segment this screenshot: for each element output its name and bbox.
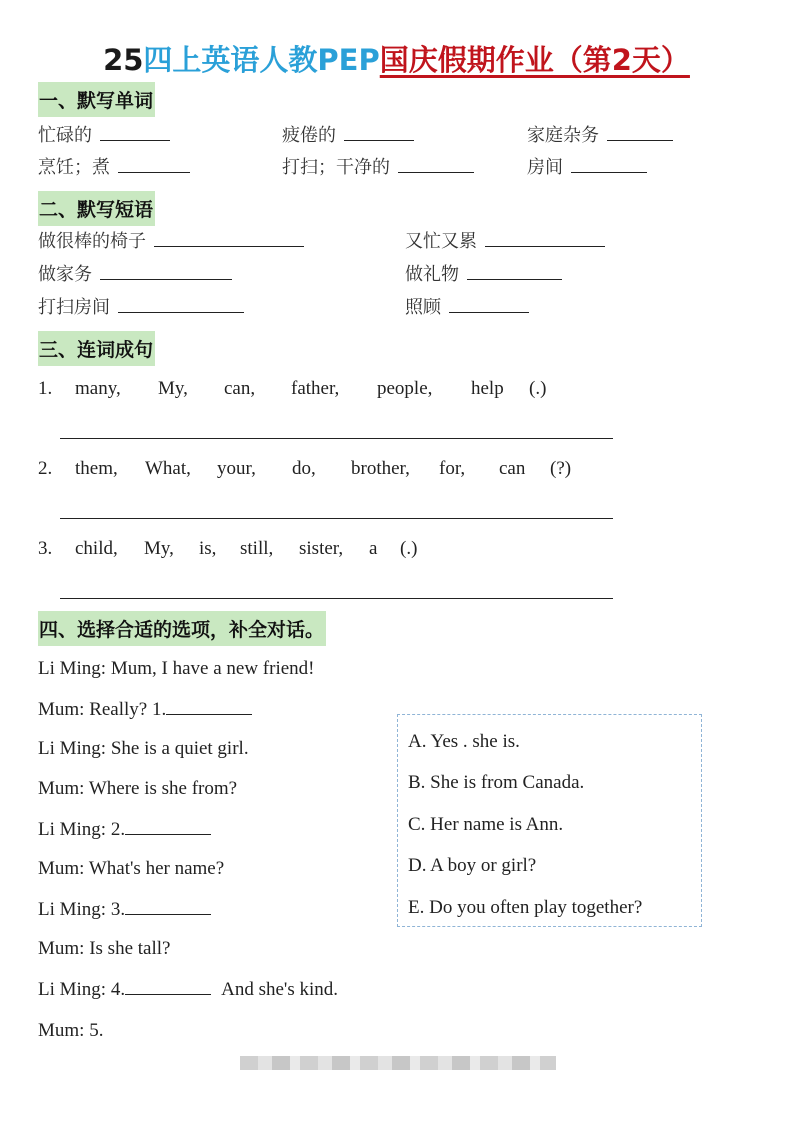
word-token: can (499, 458, 526, 479)
word-token: (?) (550, 458, 572, 479)
dialogue-line: Mum: What's her name? (38, 858, 225, 879)
dialogue-line: Li Ming: 4. And she's kind. (38, 979, 338, 1000)
question-3 (38, 538, 638, 562)
word-token: do, (292, 458, 316, 479)
answer-blank[interactable] (125, 978, 211, 995)
question-number: 2. (38, 458, 53, 479)
option-c: C. Her name is Ann. (408, 814, 564, 835)
phrase-item: 打扫房间 (38, 293, 244, 319)
question-2 (38, 458, 638, 482)
word-token: is, (199, 538, 217, 559)
question-1 (38, 378, 638, 402)
answer-line[interactable] (60, 598, 613, 599)
answer-blank[interactable] (344, 124, 414, 141)
word-token: My, (144, 538, 174, 559)
word-token: can, (224, 378, 256, 399)
option-e: E. Do you often play together? (408, 897, 643, 918)
section-2-heading: 二、默写短语 (38, 191, 155, 226)
word-token: child, (75, 538, 118, 559)
answer-blank[interactable] (607, 124, 673, 141)
options-box (397, 714, 702, 927)
dialogue-line: Mum: Where is she from? (38, 778, 238, 799)
answer-blank[interactable] (398, 156, 474, 173)
word-item: 疲倦的 (282, 121, 414, 147)
answer-blank[interactable] (100, 124, 170, 141)
phrase-item: 又忙又累 (405, 227, 605, 253)
cut-off-dialogue-line: Mum: 5. (38, 1020, 104, 1041)
word-token: for, (439, 458, 466, 479)
dialogue-line: Li Ming: She is a quiet girl. (38, 738, 249, 759)
phrase-item: 做家务 (38, 260, 232, 286)
word-token: many, (75, 378, 121, 399)
option-b: B. She is from Canada. (408, 772, 585, 793)
blurred-watermark (240, 1056, 556, 1070)
answer-blank[interactable] (571, 156, 647, 173)
word-token: sister, (299, 538, 344, 559)
word-token: father, (291, 378, 340, 399)
answer-line[interactable] (60, 518, 613, 519)
title-year: 25 (103, 43, 144, 77)
title-course: 四上英语人教PEP (143, 43, 380, 77)
word-item: 烹饪；煮 (38, 153, 190, 179)
word-token: your, (217, 458, 256, 479)
answer-blank[interactable] (100, 263, 232, 280)
question-number: 3. (38, 538, 53, 559)
question-number: 1. (38, 378, 53, 399)
word-token: still, (240, 538, 274, 559)
word-token: (.) (529, 378, 547, 399)
word-item: 家庭杂务 (527, 121, 673, 147)
dialogue-line: Li Ming: 3. (38, 898, 211, 921)
word-token: a (369, 538, 378, 559)
answer-blank[interactable] (166, 698, 252, 715)
word-token: brother, (351, 458, 410, 479)
section-3-heading: 三、连词成句 (38, 331, 155, 366)
answer-blank[interactable] (449, 296, 529, 313)
word-token: What, (145, 458, 191, 479)
option-a: A. Yes . she is. (408, 731, 520, 752)
dialogue-line: Li Ming: Mum, I have a new friend! (38, 658, 315, 679)
dialogue-line: Li Ming: 2. (38, 818, 211, 841)
option-d: D. A boy or girl? (408, 855, 537, 876)
word-token: people, (377, 378, 433, 399)
word-item: 打扫；干净的 (282, 153, 474, 179)
answer-blank[interactable] (118, 296, 244, 313)
word-item: 房间 (527, 153, 647, 179)
title-homework: 国庆假期作业（第2天） (379, 43, 690, 77)
answer-line[interactable] (60, 438, 613, 439)
section-4-heading: 四、选择合适的选项，补全对话。 (38, 611, 326, 646)
answer-blank[interactable] (467, 263, 562, 280)
answer-blank[interactable] (125, 818, 211, 835)
dialogue-line: Mum: Is she tall? (38, 938, 171, 959)
answer-blank[interactable] (118, 156, 190, 173)
answer-blank[interactable] (154, 230, 304, 247)
phrase-item: 照顾 (405, 293, 529, 319)
dialogue-line: Mum: Really? 1. (38, 698, 252, 721)
word-item: 忙碌的 (38, 121, 170, 147)
answer-blank[interactable] (485, 230, 605, 247)
page-title (0, 38, 793, 79)
phrase-item: 做很棒的椅子 (38, 227, 304, 253)
word-token: My, (158, 378, 188, 399)
word-token: them, (75, 458, 118, 479)
phrase-item: 做礼物 (405, 260, 562, 286)
word-token: (.) (400, 538, 418, 559)
section-1-heading: 一、默写单词 (38, 82, 155, 117)
word-token: help (471, 378, 504, 399)
answer-blank[interactable] (125, 898, 211, 915)
